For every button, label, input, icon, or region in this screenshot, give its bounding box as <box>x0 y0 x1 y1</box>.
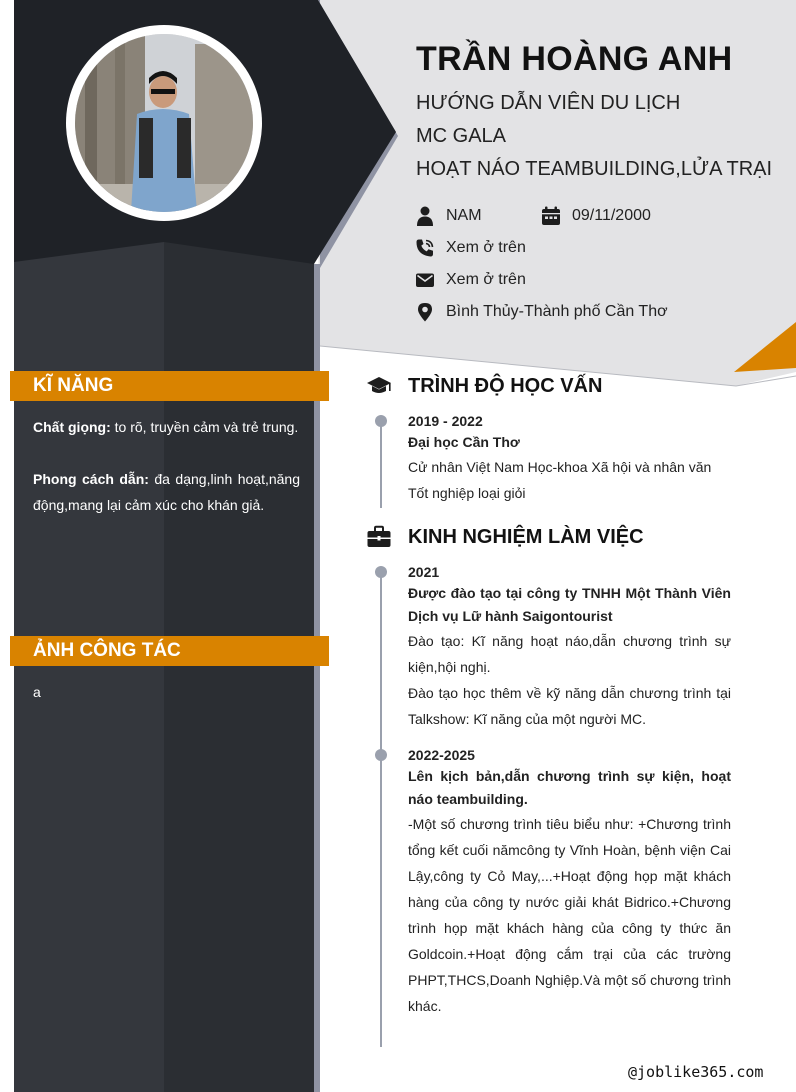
candidate-name: TRẦN HOÀNG ANH <box>416 40 733 78</box>
entry-period: 2021 <box>408 564 440 580</box>
location-pin-icon <box>415 302 435 322</box>
skill-label: Chất giọng: <box>33 419 111 435</box>
entry-org: Đại học Cần Thơ <box>408 434 520 450</box>
entry-period: 2019 - 2022 <box>408 413 483 429</box>
skill-text: đa dạng,linh hoạt,năng động,mang lại cảm xúc cho khán giả. <box>33 471 300 513</box>
experience-heading <box>366 525 644 549</box>
profile-photo-illustration <box>75 34 253 212</box>
timeline-dot <box>375 566 387 578</box>
gender-row <box>415 206 482 226</box>
education-entry <box>408 411 731 506</box>
experience-entry-2 <box>408 745 731 1019</box>
briefcase-icon <box>366 525 392 549</box>
skill-item-2 <box>33 466 300 518</box>
education-heading-text: TRÌNH ĐỘ HỌC VẤN <box>408 374 603 397</box>
photos-text: a <box>33 684 41 700</box>
timeline-dot <box>375 415 387 427</box>
timeline-dot <box>375 749 387 761</box>
envelope-icon <box>415 270 435 290</box>
experience-entry-1 <box>408 562 731 732</box>
job-title-3: HOẠT NÁO TEAMBUILDING,LỬA TRẠI <box>416 158 773 180</box>
education-timeline <box>380 420 382 508</box>
job-title-1: HƯỚNG DẪN VIÊN DU LỊCH <box>416 92 681 114</box>
entry-org: Lên kịch bản,dẫn chương trình sự kiện, hoạt náo teambuilding. <box>408 768 731 807</box>
entry-period: 2022-2025 <box>408 747 475 763</box>
footer-watermark: @joblike365.com <box>628 1063 764 1081</box>
address-value: Bình Thủy-Thành phố Cần Thơ <box>446 303 668 320</box>
phone-value: Xem ở trên <box>446 239 526 256</box>
birthdate-row <box>541 206 651 226</box>
gender-value: NAM <box>446 207 482 224</box>
avatar <box>66 25 262 221</box>
person-icon <box>415 206 435 226</box>
phone-icon <box>415 238 435 258</box>
education-heading <box>366 374 602 398</box>
experience-timeline <box>380 571 382 1047</box>
entry-org: Được đào tạo tại công ty TNHH Một Thành Viên Dịch vụ Lữ hành Saigontourist <box>408 585 731 624</box>
entry-line: Đào tạo học thêm về kỹ năng dẫn chương trình tại Talkshow: Kĩ năng của một người MC. <box>408 685 731 727</box>
address-row <box>415 302 668 322</box>
entry-line: -Một số chương trình tiêu biểu như: +Chương trình tổng kết cuối nămcông ty Vĩnh Hoàn, bệnh viện Cai Lậy,công ty Cỏ May,...+Hoạt động họp mặt khách hàng của công ty nước giải khát Bidrico.+Chương trình họp mặt khách hàng của công ty thức ăn Goldcoin.+Hoạt động cắm trại của các trường PHPT,THCS,Doanh Nghiệp.Và một số chương trình khác. <box>408 816 731 1014</box>
calendar-icon <box>541 206 561 226</box>
entry-line: Tốt nghiệp loại giỏi <box>408 485 526 501</box>
experience-heading-text: KINH NGHIỆM LÀM VIỆC <box>408 525 644 548</box>
entry-line: Đào tạo: Kĩ năng hoạt náo,dẫn chương trình sự kiện,hội nghị. <box>408 633 731 675</box>
graduation-cap-icon <box>366 374 392 398</box>
skill-text: to rõ, truyền cảm và trẻ trung. <box>110 419 299 435</box>
birthdate-value: 09/11/2000 <box>572 207 651 224</box>
photos-heading: ẢNH CÔNG TÁC <box>10 636 329 666</box>
profile-photo <box>75 34 253 212</box>
skill-item-1 <box>33 414 300 440</box>
entry-line: Cử nhân Việt Nam Học-khoa Xã hội và nhân văn <box>408 459 712 475</box>
job-title-2: MC GALA <box>416 125 507 147</box>
email-row <box>415 270 526 290</box>
skills-heading: KĨ NĂNG <box>10 371 329 401</box>
skill-label: Phong cách dẫn: <box>33 471 149 487</box>
email-value: Xem ở trên <box>446 271 526 288</box>
phone-row <box>415 238 526 258</box>
